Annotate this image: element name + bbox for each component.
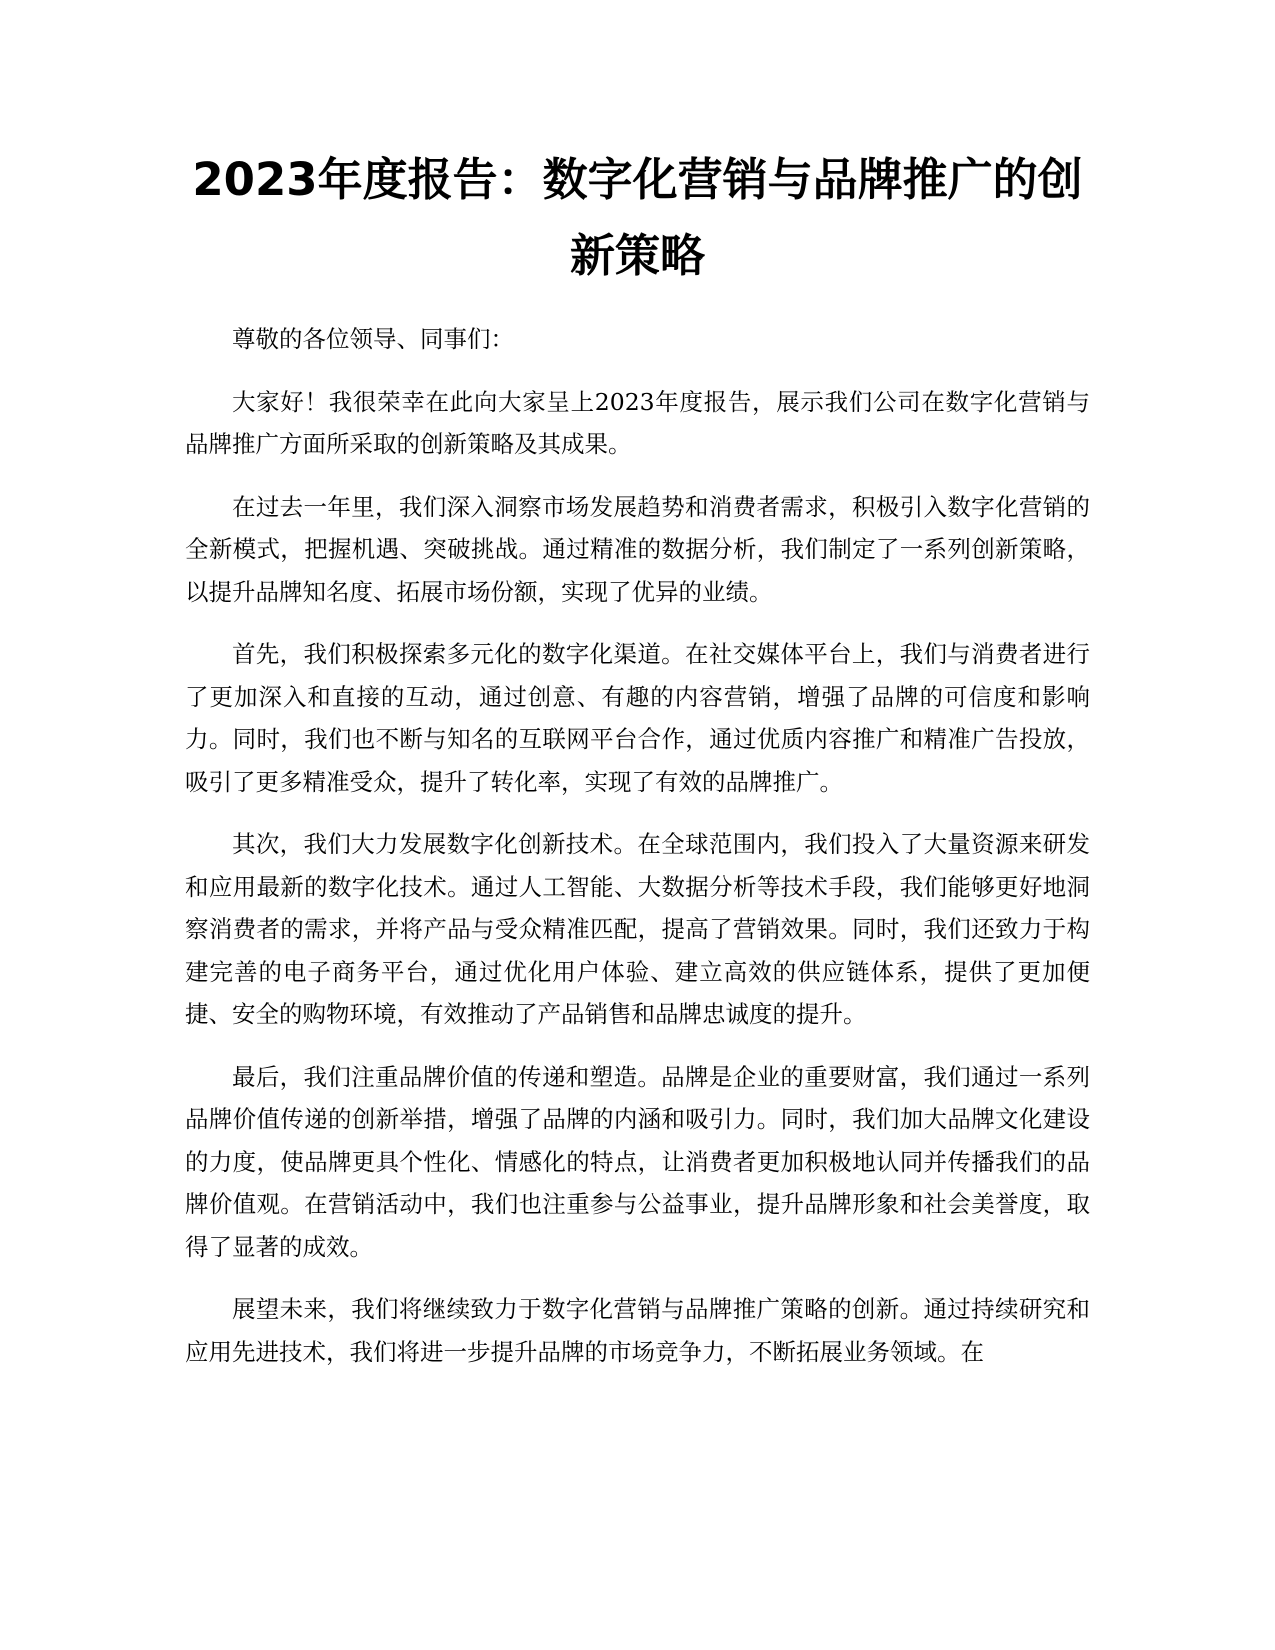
document-body [185,318,1090,1393]
document-title: 2023年度报告：数字化营销与品牌推广的创新策略 [192,153,1083,282]
brand-value-paragraph: 最后，我们注重品牌价值的传递和塑造。品牌是企业的重要财富，我们通过一系列品牌价值传递的创新举措，增强了品牌的内涵和吸引力。同时，我们加大品牌文化建设的力度，使品牌更具个性化、情感化的特点，让消费者更加积极地认同并传播我们的品牌价值观。在营销活动中，我们也注重参与公益事业，提升品牌形象和社会美誉度，取得了显著的成效。 [185,1062,1090,1261]
channels-paragraph: 首先，我们积极探索多元化的数字化渠道。在社交媒体平台上，我们与消费者进行了更加深入和直接的互动，通过创意、有趣的内容营销，增强了品牌的可信度和影响力。同时，我们也不断与知名的互联网平台合作，通过优质内容推广和精准广告投放，吸引了更多精准受众，提升了转化率，实现了有效的品牌推广。 [185,640,1090,796]
technology-paragraph: 其次，我们大力发展数字化创新技术。在全球范围内，我们投入了大量资源来研发和应用最新的数字化技术。通过人工智能、大数据分析等技术手段，我们能够更好地洞察消费者的需求，并将产品与受众精准匹配，提高了营销效果。同时，我们还致力于构建完善的电子商务平台，通过优化用户体验、建立高效的供应链体系，提供了更加便捷、安全的购物环境，有效推动了产品销售和品牌忠诚度的提升。 [185,830,1090,1028]
review-paragraph: 在过去一年里，我们深入洞察市场发展趋势和消费者需求，积极引入数字化营销的全新模式，把握机遇、突破挑战。通过精准的数据分析，我们制定了一系列创新策略，以提升品牌知名度、拓展市场份额，实现了优异的业绩。 [185,492,1090,606]
salutation-paragraph: 尊敬的各位领导、同事们： [232,325,514,353]
intro-paragraph: 大家好！我很荣幸在此向大家呈上2023年度报告，展示我们公司在数字化营销与品牌推广方面所采取的创新策略及其成果。 [185,387,1090,458]
outlook-paragraph: 展望未来，我们将继续致力于数字化营销与品牌推广策略的创新。通过持续研究和应用先进技术，我们将进一步提升品牌的市场竞争力，不断拓展业务领域。在 [185,1295,1090,1366]
